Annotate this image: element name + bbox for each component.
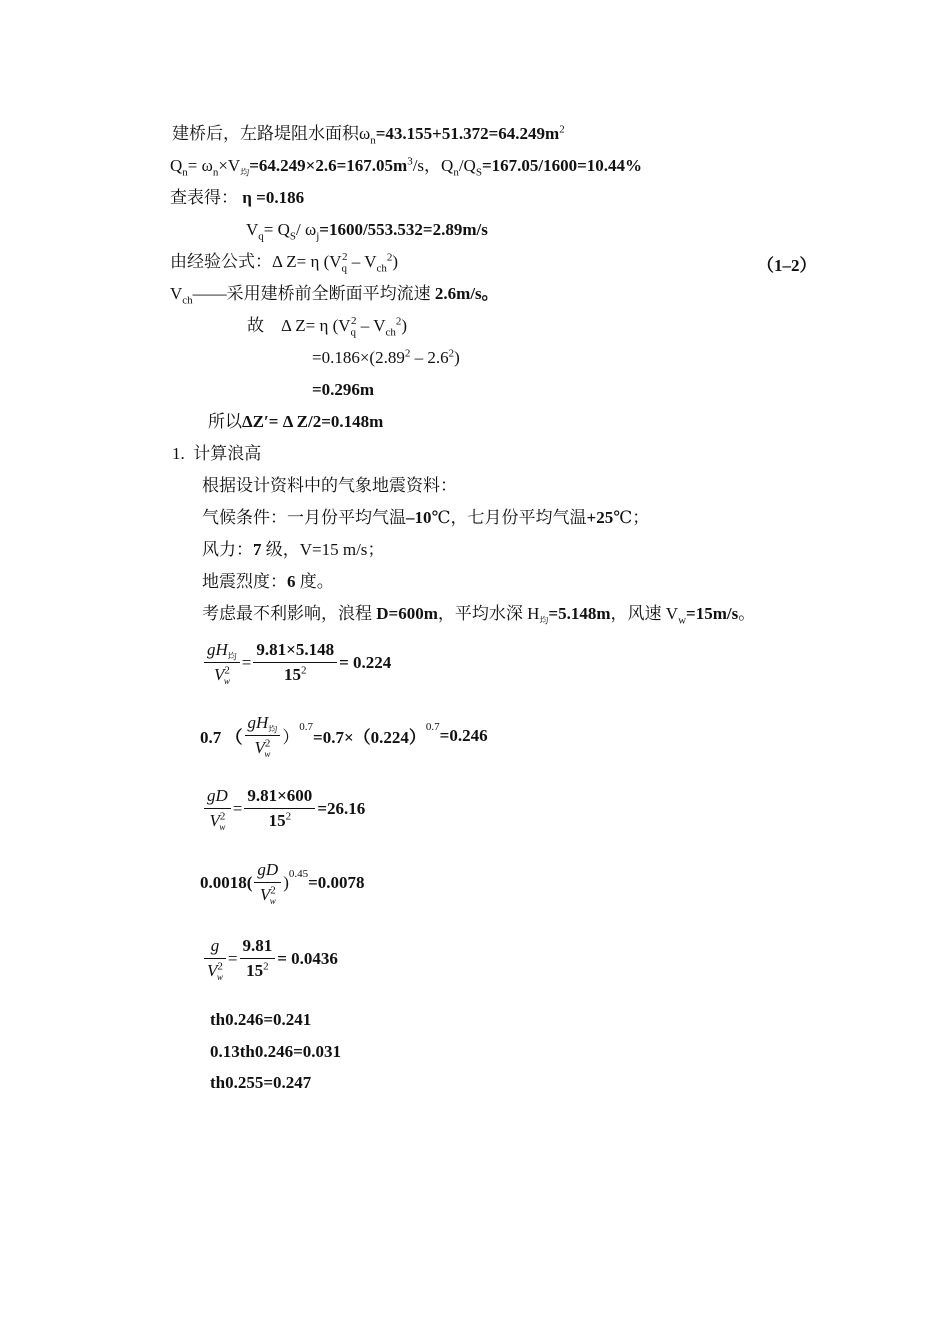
formula-gh-over-v2 [202,640,391,685]
equation: / ω [296,220,317,239]
equation: = ω [187,156,213,175]
text: ℃； [613,508,650,527]
denominator [204,663,240,685]
term: gH [247,713,269,732]
text-line-th3: th0.255=0.247 [210,1073,312,1092]
superscript: 2 [285,810,292,823]
term: V [207,961,218,980]
value: =15m/s [686,604,739,623]
symbol: H [522,604,540,623]
superscript: 2 [386,251,393,264]
text: 考虑最不利影响，浪程 [202,604,372,623]
equation: = Q [263,220,290,239]
denominator [253,663,337,685]
equation: =167.05/1600=10.44% [481,156,643,175]
superscript: 2 [448,347,455,360]
text-line-discharge [170,155,642,177]
fraction [254,860,281,905]
numerator: 9.81 [240,936,276,959]
text: ℃，七月份平均气温 [431,508,587,527]
value: +25 [586,508,614,527]
term: 15 [283,665,301,684]
equation: /s， [412,156,442,175]
value: –10 [406,508,432,527]
symbol: Q [441,156,454,175]
subscript: 均 [539,615,549,626]
subscript: q [341,262,348,275]
text-line-blocked-area [172,123,565,145]
subscript: q [258,230,264,243]
equation: 2.6m/s。 [430,284,499,303]
text-line-design-data: 根据设计资料中的气象地震资料： [202,476,457,495]
equation: Δ Z= η (V [281,316,351,335]
equation: ×V [218,156,241,175]
text-line-velocity [246,219,488,241]
superscript: 2 [224,664,230,677]
subscript: w [216,972,223,983]
term: 15 [268,811,286,830]
section-heading-wave-height [172,443,261,465]
equation: ) [392,252,399,271]
superscript: 2 [264,737,271,750]
superscript: 2 [342,251,348,264]
superscript: 2 [404,347,411,360]
subscript: ch [385,326,396,339]
term: V [259,885,271,904]
text-line-therefore-result [208,411,383,433]
term: V [209,811,220,830]
value: D=600m [372,604,438,623]
text-line-vch-definition [170,283,499,305]
subscript: j [316,230,320,243]
text-line-table-lookup [170,187,304,209]
text: ，风速 [610,604,662,623]
subscript: n [453,166,459,179]
coefficient: 0.0018( [200,872,253,892]
subscript: w [264,749,271,760]
superscript: 2 [351,315,357,328]
equation: – 2.6 [410,348,449,367]
numerator: 9.81×5.148 [253,640,337,663]
value: =5.148m [548,604,611,623]
subscript: w [678,614,687,627]
equation: =64.249×2.6=167.05m [249,156,408,175]
omega-symbol: ω [359,124,371,143]
superscript: 3 [407,155,413,168]
numerator: g [204,936,226,959]
fraction [253,640,337,685]
paren: ） [282,728,300,747]
subscript: 均 [240,167,250,178]
equals: = [241,652,252,672]
text: 。 [738,604,756,623]
fraction [204,640,240,685]
term: V [213,665,225,684]
equation: – V [356,316,386,335]
superscript: 2 [300,664,307,677]
text-line-seismic [202,571,334,593]
symbol: V [246,220,259,239]
superscript: 2 [270,884,276,897]
denominator [244,809,315,831]
result: =0.0078 [308,872,365,892]
denominator [204,809,231,831]
text-line-wind [202,539,384,561]
subscript: w [219,822,226,833]
subscript: w [269,896,276,907]
text: 地震烈度： [202,572,287,591]
numerator [204,640,240,663]
equation: =1600/553.532=2.89m/s [319,220,488,239]
equation: ΔZ′= Δ Z/2=0.148m [242,412,384,431]
value: 7 [253,540,262,559]
formula-power-gh: 0.7 （ $\frac{gH_均}{V^2_w}$ ） 0.7 =0.7×（0.224） 0.7 =0.246 [200,713,488,760]
subscript: 均 [268,724,278,735]
text: 由经验公式： [170,252,272,271]
equation: Δ Z= η (V [272,252,342,271]
symbol: V [170,284,183,303]
text-line-empirical-formula [170,251,398,273]
numerator: gD [254,860,281,883]
text-line-th1: th0.246=0.241 [210,1010,312,1029]
subscript: q [350,326,357,339]
value: V=15 m/s [299,540,368,559]
subscript: ch [182,294,193,307]
text-line-worst-case [202,603,755,625]
superscript: 2 [263,960,269,973]
text: 所以 [208,412,242,431]
fraction [204,786,231,831]
heading-text: 计算浪高 [193,444,262,463]
text-line-therefore [247,315,407,337]
numerator: 9.81×600 [244,786,315,809]
text: 建桥后，左路堤阻水面积 [172,124,359,143]
text: 度。 [295,572,334,591]
subscript: 均 [227,651,237,662]
superscript: 2 [395,315,402,328]
result: =26.16 [317,798,366,818]
text: ——采用建桥前全断面平均流速 [192,284,431,303]
equation: ) [401,316,408,335]
text: ； [367,540,385,559]
numerator: gD [204,786,231,809]
list-number: 1. [172,444,185,463]
superscript: 2 [217,960,223,973]
term: V [254,738,265,757]
text-line-th2: 0.13th0.246=0.031 [210,1042,342,1061]
denominator [240,959,276,981]
result: =0.246 [439,725,488,745]
text-line-calculation [312,347,460,369]
text: 查表得： [170,188,238,207]
equals: = [227,948,238,968]
result: = 0.0436 [277,948,338,968]
denominator [245,736,281,758]
denominator [204,959,226,981]
fraction [244,786,315,831]
text: 级， [261,540,300,559]
symbol: Q [170,156,183,175]
subscript: n [212,166,219,179]
paren: ) [283,872,289,892]
value: 6 [287,572,296,591]
equation: – V [347,252,377,271]
text: ，平均水深 [437,604,523,623]
subscript: n [182,166,188,179]
formula-power-gd: 0.0018( $\frac{gD}{V^2_w}$ ) 0.45 =0.0078 [200,860,365,907]
subscript: S [289,230,297,243]
equals: = [232,798,243,818]
equation: ) [454,348,460,367]
superscript: 2 [559,123,565,136]
equation: η =0.186 [242,188,305,207]
subscript: ch [376,262,387,275]
term: 15 [246,961,264,980]
symbol: V [661,604,679,623]
numerator [245,713,281,736]
fraction [240,936,276,981]
subscript: S [475,166,482,179]
term: gH [207,640,228,659]
coefficient: 0.7 （ [200,728,243,747]
equation: /Q [458,156,476,175]
text: 故 [247,316,264,335]
text-line-result: =0.296m [312,380,375,399]
equation: =0.186×(2.89 [312,348,405,367]
fraction [204,936,226,981]
text-line-climate [202,507,649,529]
denominator [254,883,281,905]
superscript: 2 [219,810,226,823]
text: 风力： [202,540,253,559]
result: = 0.224 [339,652,392,672]
equation-tag: （1–2） [757,256,817,275]
equation: =0.7×（0.224） [313,728,426,747]
text: 气候条件：一月份平均气温 [202,508,406,527]
fraction [245,713,281,758]
formula-gd-over-v2 [202,786,365,831]
subscript: n [370,134,376,147]
equation: =43.155+51.372=64.249m [375,124,560,143]
formula-g-over-v2 [202,936,338,981]
subscript: w [223,676,230,687]
